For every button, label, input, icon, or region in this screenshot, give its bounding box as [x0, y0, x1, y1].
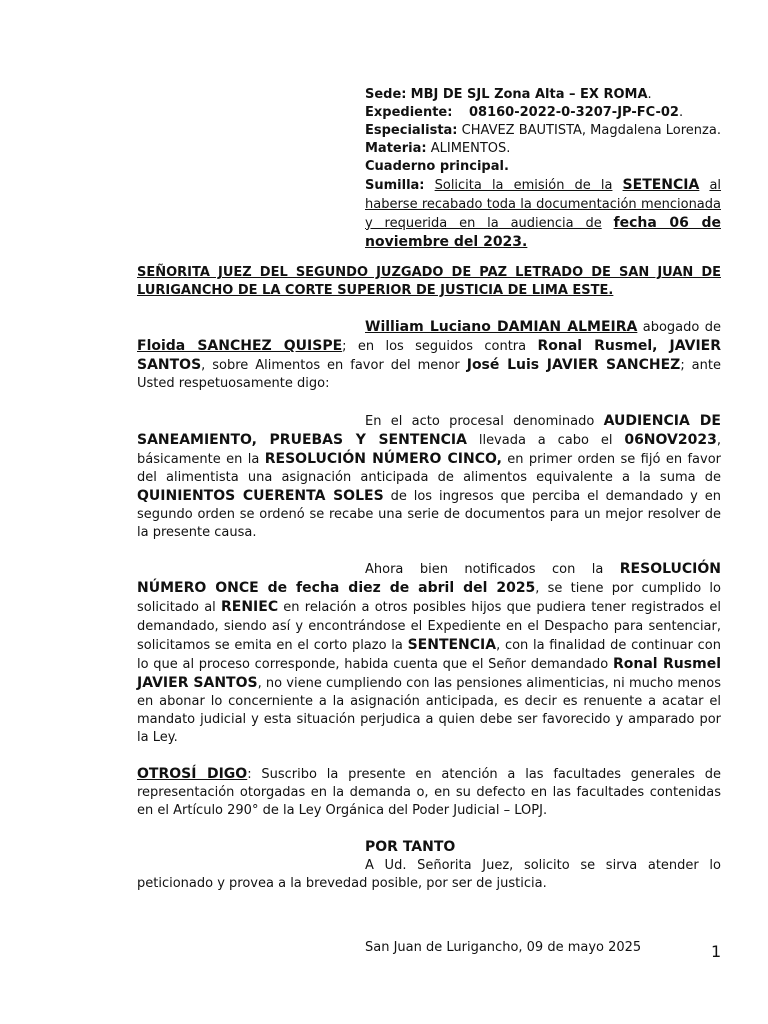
- sumilla-text-c: al haberse recabado toda la documentación mencionada y requerida en la audiencia de: [365, 178, 722, 231]
- paragraph-audiencia: En el acto procesal denominado AUDIENCIA DE SANEAMIENTO, PRUEBAS Y SENTENCIA llevada a cabo el 06NOV2023, básicamente en la RESOLUCIÓN NÚMERO CINCO, en primer orden se fijó en favor del alimentista una asignación anticipada de alimentos equivalente a la suma de QUINIENTOS CUERENTA SOLES de los ingresos que perciba el demandado y en segundo orden se ordenó se recabe una serie de documentos para un mejor resolver de la presente causa.: [137, 412, 721, 541]
- sede-label: Sede:: [365, 87, 407, 102]
- defendant-name: Ronal Rusmel, JAVIER SANTOS: [137, 338, 722, 374]
- addressee: SEÑORITA JUEZ DEL SEGUNDO JUZGADO DE PAZ LETRADO DE SAN JUAN DE LURIGANCHO DE LA CORTE SUPERIOR DE JUSTICIA DE LIMA ESTE.: [137, 265, 721, 299]
- por-tanto-paragraph: A Ud. Señorita Juez, solicito se sirva atender lo peticionado y provea a la brevedad posible, por ser de justicia.: [137, 857, 721, 891]
- otrosi-label: OTROSÍ DIGO: [137, 766, 248, 783]
- cuaderno-label: Cuaderno principal.: [365, 159, 509, 175]
- sumilla-text-a: Solicita la emisión de la: [434, 178, 613, 194]
- otrosi-paragraph: OTROSÍ DIGO: Suscribo la presente en atención a las facultades generales de representación otorgadas en la demanda o, en su defecto en las facultades contenidas en el Artículo 290° de la Ley Orgánica del Poder Judicial – LOPJ.: [137, 766, 722, 819]
- signature-date: San Juan de Lurigancho, 09 de mayo 2025: [365, 939, 642, 955]
- especialista-value: CHAVEZ BAUTISTA, Magdalena Lorenza.: [461, 123, 721, 139]
- expediente-value: 08160-2022-0-3207-JP-FC-02: [468, 105, 679, 121]
- especialista-line: [365, 122, 721, 140]
- client-name: Floida SANCHEZ QUISPE: [137, 338, 343, 355]
- lawyer-name: William Luciano DAMIAN ALMEIRA: [365, 319, 638, 336]
- sumilla-fecha: fecha 06 de noviembre del 2023.: [365, 214, 721, 250]
- materia-line: [365, 140, 721, 158]
- case-header: [365, 86, 721, 252]
- paragraph-resolucion: Ahora bien notificados con la RESOLUCIÓN NÚMERO ONCE de fecha diez de abril del 2025, se tiene por cumplido lo solicitado al RENIEC en relación a otros posibles hijos que pudiera tener registrados el demandado, siendo así y encontrándose el Expediente en el Despacho para sentenciar, solicitamos se emita en el corto plazo la SENTENCIA, con la finalidad de continuar con lo que al proceso corresponde, habida cuenta que el Señor demandado Ronal Rusmel JAVIER SANTOS, no viene cumpliendo con las pensiones alimenticias, ni mucho menos en abonar lo concerniente a la asignación anticipada, es decir es renuente a acatar el mandato judicial y esta situación perjudica a quien debe ser favorecido y amparado por la Ley.: [137, 561, 722, 746]
- materia-label: Materia:: [365, 141, 427, 157]
- minor-name: José Luis JAVIER SANCHEZ: [466, 357, 681, 374]
- intro-paragraph: William Luciano DAMIAN ALMEIRA abogado de Floida SANCHEZ QUISPE; en los seguidos contra Ronal Rusmel, JAVIER SANTOS, sobre Alimentos en favor del menor José Luis JAVIER SANCHEZ; ante Usted respetuosamente digo:: [137, 319, 722, 392]
- expediente-label: Expediente:: [365, 105, 453, 121]
- sumilla-setencia: SETENCIA: [622, 177, 700, 194]
- document-body: [137, 264, 721, 957]
- cuaderno-line: [365, 158, 721, 176]
- por-tanto-heading: POR TANTO: [365, 839, 456, 856]
- sede-value: MBJ DE SJL Zona Alta – EX ROMA: [410, 87, 648, 102]
- page-number: 1: [711, 942, 722, 961]
- materia-value: ALIMENTOS.: [430, 141, 511, 157]
- sumilla-label: Sumilla:: [365, 178, 425, 194]
- expediente-line: Expediente: 08160-2022-0-3207-JP-FC-02.: [365, 105, 684, 121]
- sumilla: [365, 176, 721, 251]
- especialista-label: Especialista:: [365, 123, 458, 139]
- sede-line: Sede: MBJ DE SJL Zona Alta – EX ROMA.: [365, 87, 652, 102]
